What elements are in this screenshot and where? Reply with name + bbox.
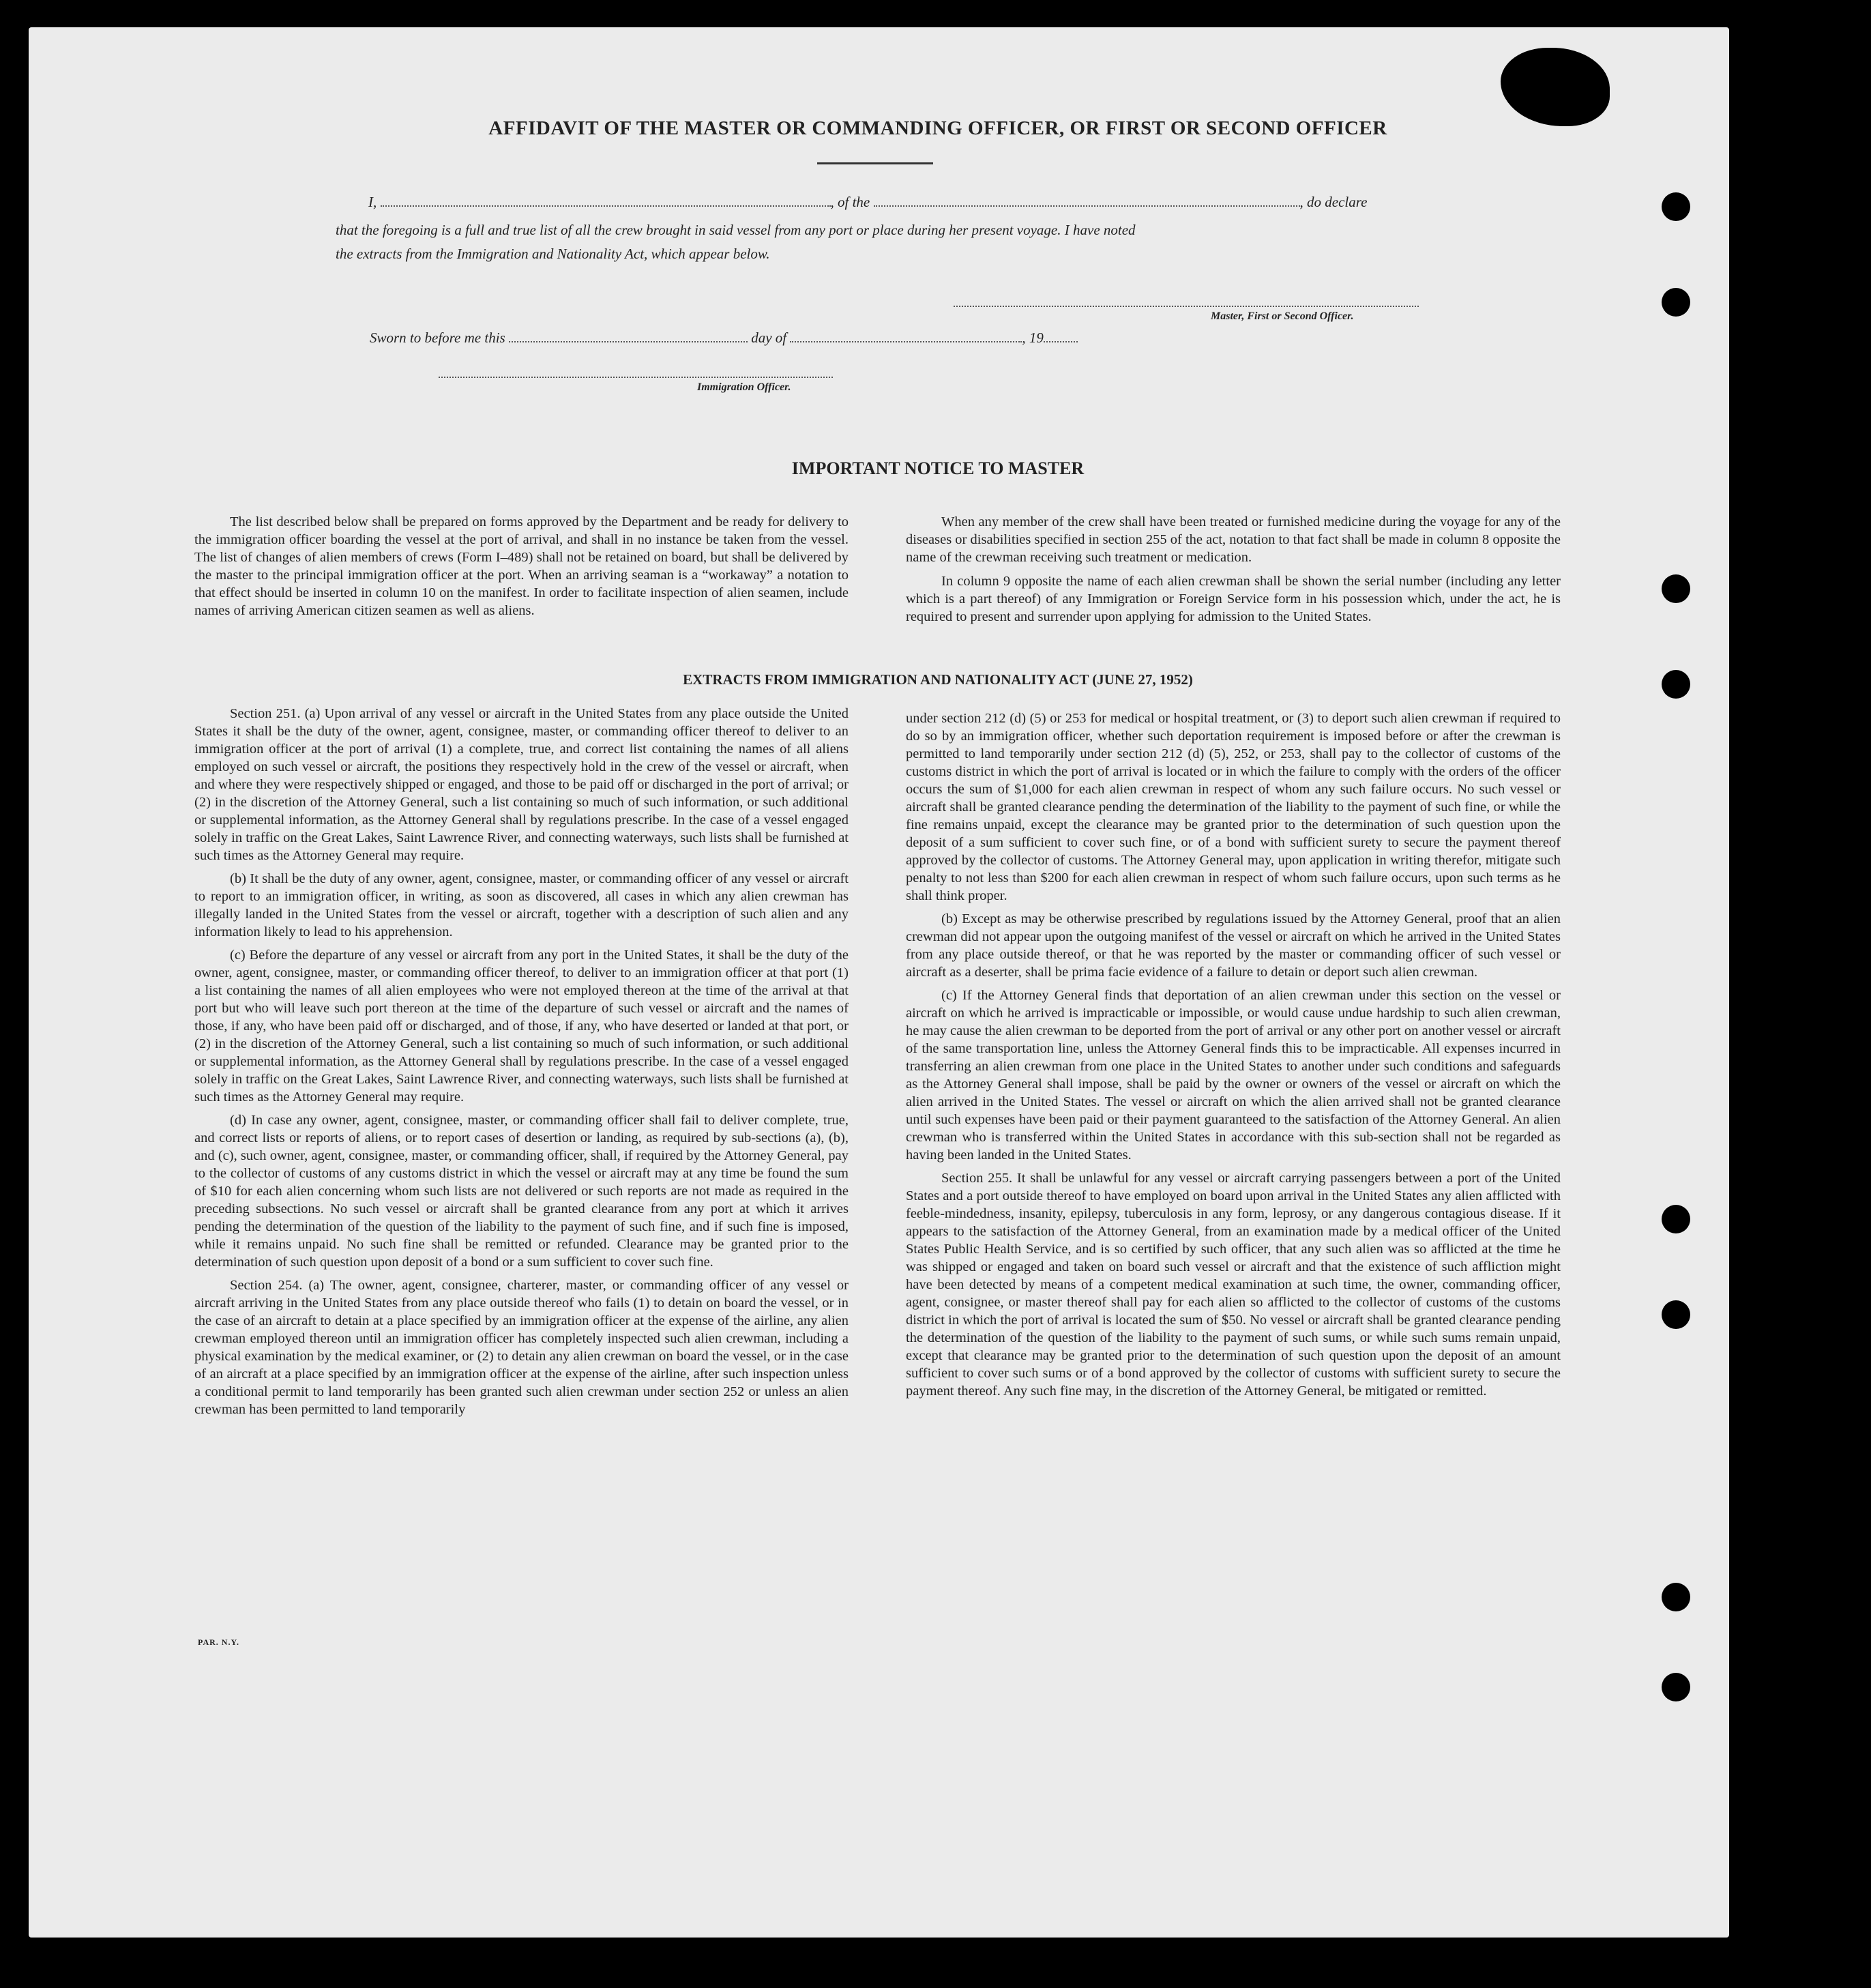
section-254c: (c) If the Attorney General finds that deportation of an alien crewman under this section on the vessel or aircraft on which he arrived is impracticable or impossible, or would cause undue hardship to such alien crewman, he may cause the alien crewman to be deported from the port of arrival or any other port on another vessel or aircraft of the same transportation line, unless the Attorney General finds this to be impracticable. All expenses incurred in transferring an alien crewman from one place in the United States to another under such conditions and safeguards as the Attorney General shall impose, shall be paid by the owner or owners of the vessel or aircraft on which the alien arrived in the United States. The vessel or aircraft on which the alien arrived shall not be granted clearance until such expenses have been paid or their payment guaranteed to the satisfaction of the Attorney General. An alien crewman who is transferred within the United States in accordance with this sub-section shall not be regarded as having been landed in the United States.	[906, 988, 1561, 1163]
declaration-text-line-3: the extracts from the Immigration and Nationality Act, which appear below.	[336, 246, 770, 262]
declaration-line	[368, 194, 1367, 211]
punch-hole	[1662, 288, 1690, 317]
sworn-month-field[interactable]	[790, 330, 1022, 342]
extracts-left-column	[194, 705, 849, 1424]
extracts-right-column	[906, 710, 1561, 1405]
vessel-name-field[interactable]	[874, 194, 1300, 207]
section-251a: Section 251. (a) Upon arrival of any vessel or aircraft in the United States from any place outside the United States it shall be the duty of the owner, agent, consignee, master, or commanding officer thereof to deliver to an immigration officer at the port of arrival (1) a complete, true, and correct list containing the names of all aliens employed on such vessel or aircraft, the positions they respectively hold in the crew of the vessel or aircraft, when and where they were respectively shipped or engaged, and those to be paid off or discharged in the port of arrival; or (2) in the discretion of the Attorney General, such a list containing so much of such information, or such additional or supplemental information, as the Attorney General shall by regulations prescribe. In the case of a vessel engaged solely in traffic on the Great Lakes, Saint Lawrence River, and connecting waterways, such lists shall be furnished at such times as the Attorney General may require.	[194, 706, 849, 863]
section-255: Section 255. It shall be unlawful for any vessel or aircraft carrying passengers between a port of the United States and a port outside thereof to have employed on board upon arrival in the United States any alien afflicted with feeble-mindedness, insanity, epilepsy, tuberculosis in any form, leprosy, or any dangerous contagious disease. If it appears to the satisfaction of the Attorney General, from an examination made by a medical officer of the United States Public Health Service, and is so certified by such officer, that any such alien was so afflicted at the time he was shipped or engaged and taken on board such vessel or aircraft and that the existence of such affliction might have been detected by means of a competent medical examination at such time, the owner, commanding officer, agent, consignee, or master thereof shall pay for each alien so afflicted to the collector of customs of the customs district in which the port of arrival is located the sum of $50. No vessel or aircraft shall be granted clearance pending the determination of the question of the liability to the payment of such sums, or while such sums remain unpaid, except that clearance may be granted prior to the determination of such question upon the deposit of an amount sufficient to cover such sums or of a bond approved by the collector of customs with sufficient surety to secure the payment thereof. Any such fine may, in the discretion of the Attorney General, be mitigated or remitted.	[906, 1171, 1561, 1399]
notice-right-column	[906, 513, 1561, 632]
master-signature-caption: Master, First or Second Officer.	[1211, 310, 1354, 322]
extracts-heading: EXTRACTS FROM IMMIGRATION AND NATIONALITY ACT (JUNE 27, 1952)	[683, 671, 1193, 688]
do-declare-label: , do declare	[1299, 194, 1368, 210]
punch-hole	[1662, 192, 1690, 221]
master-signature-field[interactable]	[954, 306, 1419, 307]
sworn-prefix: Sworn to before me this	[370, 330, 505, 346]
section-251d: (d) In case any owner, agent, consignee, master, or commanding officer shall fail to deliver complete, true, and correct lists or reports of aliens, or to report cases of desertion or landing, as required by sub-sections (a), (b), and (c), such owner, agent, consignee, master, or commanding officer, shall, if required by the Attorney General, pay to the collector of customs of any customs district in which the vessel or aircraft may at any time be found the sum of $10 for each alien concerning whom such lists are not delivered or such reports are not made as required in the preceding subsections. No such vessel or aircraft shall be granted clearance from any port at which it arrives pending the determination of the question of the liability to the payment of such fine, and if such fine is imposed, while it remains unpaid. No such fine shall be remitted or refunded. Clearance may be granted prior to the determination of such question upon deposit of a bond or a sum sufficient to cover such fine.	[194, 1113, 849, 1270]
sworn-year-field[interactable]	[1044, 330, 1078, 342]
section-251c: (c) Before the departure of any vessel or aircraft from any port in the United States, it shall be the duty of the owner, agent, consignee, master, or commanding officer thereof, to deliver to an immigration officer at that port (1) a list containing the names of all alien employees who were not employed thereon at the time of the arrival at that port but who will leave such port thereon at the time of the departure of such vessel or aircraft and the names of those, if any, who have been paid off or discharged, and of those, if any, who have deserted or landed at that port, or (2) in the discretion of the Attorney General, such a list containing so much of such information, or such additional or supplemental information, as the Attorney General shall by regulations prescribe. In the case of a vessel engaged solely in traffic on the Great Lakes, Saint Lawrence River, and connecting waterways, such lists shall be furnished at such times as the Attorney General may require.	[194, 948, 849, 1105]
notice-left-column	[194, 513, 849, 626]
immigration-officer-signature-field[interactable]	[439, 377, 833, 378]
sworn-line	[370, 330, 1078, 347]
sworn-date-field[interactable]	[509, 330, 748, 342]
punch-hole	[1662, 1583, 1690, 1611]
section-254b: (b) Except as may be otherwise prescribed by regulations issued by the Attorney General, proof that an alien crewman did not appear upon the outgoing manifest of the vessel or aircraft on which he arrived in the United States from any place outside thereof, or that he was reported by the master or commanding officer of such vessel or aircraft as a deserter, shall be prima facie evidence of a failure to detain or deport such alien crewman.	[906, 911, 1561, 980]
punch-hole	[1662, 1673, 1690, 1701]
title-underline	[817, 162, 933, 164]
immigration-officer-caption: Immigration Officer.	[697, 381, 791, 393]
notice-right-paragraph-1: When any member of the crew shall have been treated or furnished medicine during the voyage for any of the diseases or disabilities specified in section 255 of the act, notation to that fact shall be made in column 8 opposite the name of the crewman receiving such treatment or medication.	[906, 514, 1561, 565]
punch-hole	[1662, 1205, 1690, 1233]
printer-mark: PAR. N.Y.	[198, 1637, 240, 1647]
declarant-name-field[interactable]	[381, 194, 831, 207]
punch-hole	[1662, 574, 1690, 603]
section-254a-continued: under section 212 (d) (5) or 253 for medical or hospital treatment, or (3) to deport such alien crewman if required to do so by an immigration officer, whether such deportation requirement is imposed before or after the crewman is permitted to land temporarily under section 212 (d) (5), 252, or 253, shall pay to the collector of customs of the customs district in which the port of arrival is located or in which the failure to comply with the orders of the officer occurs the sum of $1,000 for each alien crewman in respect of whom any such failure occurs. No such vessel or aircraft shall be granted clearance pending the determination of the liability to the payment of such fine, or while the fine remains unpaid, except the clearance may be granted prior to the determination of such question upon the deposit of a sum sufficient to cover such fine, or of a bond with sufficient surety to secure the payment thereof approved by the collector of customs. The Attorney General may, upon application in writing therefor, mitigate such penalty to not less than $200 for each alien crewman in respect of whom such failure occurs, upon such terms as he shall think proper.	[906, 711, 1561, 903]
punch-hole	[1662, 1300, 1690, 1329]
notice-heading: IMPORTANT NOTICE TO MASTER	[791, 458, 1085, 478]
declarant-prefix: I,	[368, 194, 377, 210]
declaration-text-line-2: that the foregoing is a full and true list of all the crew brought in said vessel from any port or place during her present voyage. I have noted	[336, 222, 1136, 238]
notice-left-paragraph: The list described below shall be prepared on forms approved by the Department and be ready for delivery to the immigration officer boarding the vessel at the port of arrival, and shall in no instance be taken from the vessel. The list of changes of alien members of crews (Form I–489) shall not be retained on board, but shall be delivered by the master to the principal immigration officer at the port. When an arriving seaman is a “workaway” a notation to that effect should be inserted in column 10 on the manifest. In order to facilitate inspection of alien seamen, include names of arriving American citizen seamen as well as aliens.	[194, 514, 849, 618]
of-the-label: , of the	[830, 194, 870, 210]
sworn-day-label: day of	[751, 330, 787, 346]
section-254a: Section 254. (a) The owner, agent, consignee, charterer, master, or commanding officer of any vessel or aircraft arriving in the United States from any place outside thereof who fails (1) to detain on board the vessel, or in the case of an aircraft to detain at a place specified by an immigration officer at the expense of the airline, any alien crewman employed thereon until an immigration officer has completely inspected such alien crewman, including a physical examination by the medical examiner, or (2) to detain any alien crewman on board the vessel, or in the case of an aircraft at a place specified by an immigration officer at the expense of the airline, after such inspection unless a conditional permit to land temporarily has been granted such alien crewman under section 252 or unless an alien crewman has been permitted to land temporarily	[194, 1278, 849, 1417]
notice-right-paragraph-2: In column 9 opposite the name of each alien crewman shall be shown the serial number (including any letter which is a part thereof) of any Immigration or Foreign Service form in his possession which, under the act, he is required to present and surrender upon applying for admission to the United States.	[906, 574, 1561, 624]
affidavit-title: AFFIDAVIT OF THE MASTER OR COMMANDING OFFICER, OR FIRST OR SECOND OFFICER	[488, 117, 1387, 139]
section-251b: (b) It shall be the duty of any owner, agent, consignee, master, or commanding officer of any vessel or aircraft to report to an immigration officer, in writing, as soon as discovered, all cases in which any alien crewman has illegally landed in the United States from the vessel or aircraft, together with a description of such alien and any information likely to lead to his apprehension.	[194, 871, 849, 939]
sworn-year-label: , 19	[1022, 330, 1044, 346]
